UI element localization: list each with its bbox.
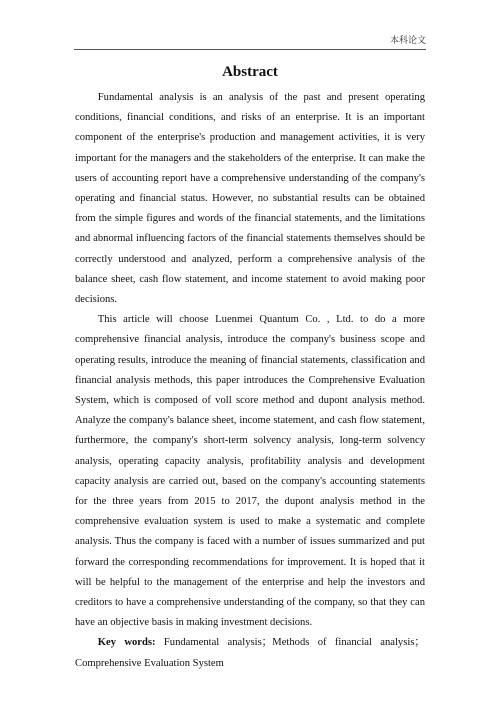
abstract-paragraph-1: Fundamental analysis is an analysis of the past and present operating conditions, financial conditions, and risks of an enterprise. It is an important component of the enterprise's production and management activities, it is very important for the managers and the stakeholders of the enterprise. It can make the users of accounting report have a comprehensive understanding of the company's operating and financial status. However, no substantial results can be obtained from the simple figures and words of the financial statements, and the limitations and abnormal influencing factors of the financial statements themselves should be correctly understood and analyzed, perform a comprehensive analysis of the balance sheet, cash flow statement, and income statement to avoid making poor decisions. bbox=[75, 92, 425, 306]
abstract-paragraph-2: This article will choose Luenmei Quantum Co. , Ltd. to do a more comprehensive financial analysis, introduce the company's business scope and operating results, introduce the meaning of financial statements, classification and financial analysis methods, this paper introduces the Comprehensive Evaluation System, which is composed of voll score method and dupont analysis method. Analyze the company's balance sheet, income statement, and cash flow statement, furthermore, the company's short-term solvency analysis, long-term solvency analysis, operating capacity analysis, profitability analysis and development capacity analysis are carried out, based on the company's accounting statements for the three years from 2015 to 2017, the dupont analysis method in the comprehensive evaluation system is used to make a systematic and complete analysis. Thus the company is faced with a number of issues summarized and put forward the corresponding recommendations for improvement. It is hoped that it will be helpful to the management of the enterprise and help the investors and creditors to have a comprehensive understanding of the company, so that they can have an objective basis in making investment decisions. bbox=[75, 314, 425, 629]
header-label: 本科论文 bbox=[389, 36, 426, 46]
page-header bbox=[74, 32, 426, 50]
keywords-text: Fundamental analysis；Methods of financial analysis；Comprehensive Evaluation System bbox=[75, 637, 425, 669]
keywords-line bbox=[75, 633, 425, 673]
abstract-body bbox=[75, 88, 425, 674]
abstract-title: Abstract bbox=[222, 64, 278, 80]
keywords-label: Key words: bbox=[97, 637, 156, 649]
